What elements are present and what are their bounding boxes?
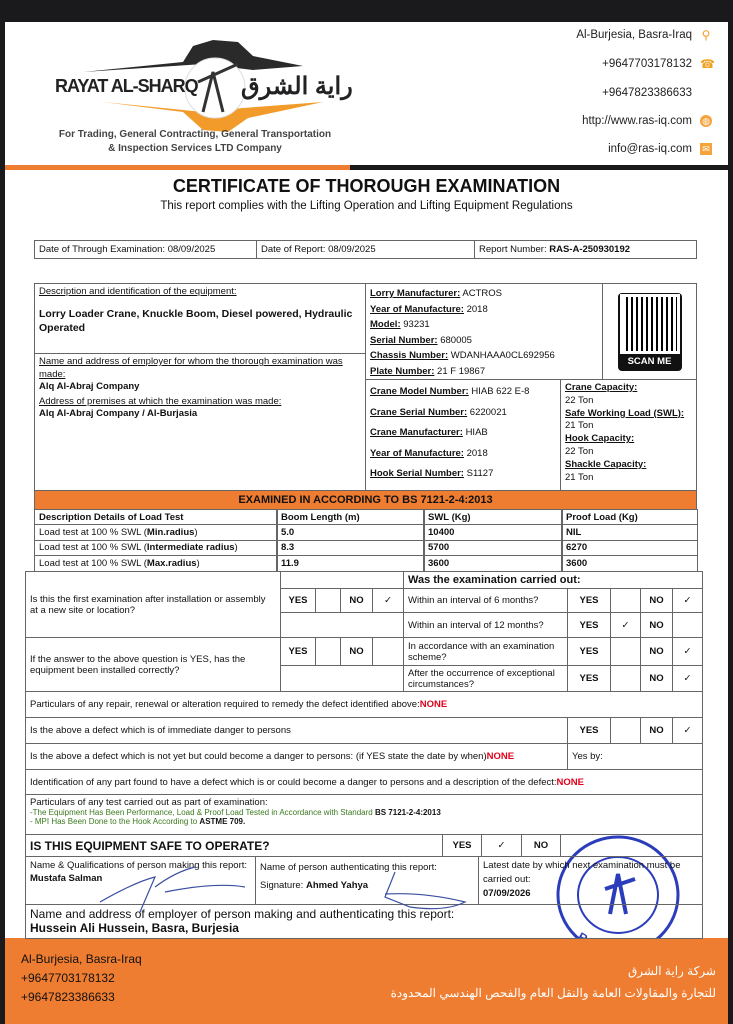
- contact-text: +9647823386633: [602, 87, 692, 100]
- text: If the answer to the above question is YES, has the equipment been installed correctly?: [30, 653, 246, 676]
- footer-arabic-name: شركة راية الشرق: [627, 964, 716, 978]
- text: Mustafa Salman: [30, 873, 103, 884]
- load-test-description: [34, 540, 278, 557]
- report-date: [256, 240, 475, 259]
- yes-label: YES: [579, 673, 599, 684]
- label: Crane Capacity:: [565, 382, 638, 393]
- text: ): [196, 557, 200, 569]
- interval12-question: [403, 612, 568, 638]
- value: 21 F 19867: [437, 365, 486, 377]
- label: Hook Serial Number:: [370, 468, 464, 479]
- capacity-details: [560, 379, 697, 491]
- crane-field: [370, 382, 556, 403]
- test-particulars: [25, 794, 703, 835]
- lorry-field: [370, 333, 598, 349]
- exam-date: [34, 240, 257, 259]
- value: 93231: [403, 319, 430, 330]
- check-mark: ✓: [683, 595, 692, 606]
- defect-identification-row: [25, 769, 703, 795]
- interval6-no: [640, 588, 673, 613]
- yes-label: YES: [452, 840, 472, 851]
- exceptional-question: [403, 665, 568, 692]
- immediate-no-box: [672, 717, 703, 744]
- page-title: CERTIFICATE OF THOROUGH EXAMINATION: [172, 176, 561, 196]
- location-pin-icon: ⚲: [701, 28, 711, 42]
- footer-arabic-desc: للتجارة والمقاولات العامة والنقل العام والفحص الهندسي المحدودة: [390, 986, 716, 1000]
- heading: Was the examination carried out:: [408, 574, 581, 586]
- value: 2018: [466, 447, 488, 459]
- crane-field: [370, 423, 556, 444]
- text: Ahmed Yahya: [305, 880, 369, 891]
- crane-field: [370, 444, 556, 465]
- text: 10400: [428, 526, 455, 538]
- load-test-boom: [276, 540, 425, 557]
- page-subtitle: This report complies with the Lifting Operation and Lifting Equipment Regulations: [160, 200, 573, 212]
- load-test-swl: [423, 524, 563, 541]
- header: Description Details of Load Test: [39, 511, 184, 523]
- interval6-no-box: [672, 588, 703, 613]
- label: Crane Manufacturer:: [370, 427, 463, 438]
- label: Hook Capacity:: [565, 433, 635, 445]
- check-mark: ✓: [621, 619, 630, 631]
- footer-address: Al-Burjesia, Basra-Iraq: [21, 952, 142, 966]
- load-test-proof: [561, 540, 698, 557]
- header-divider-orange: [5, 165, 350, 170]
- installed-yes: [280, 637, 316, 666]
- no-label: NO: [649, 725, 664, 736]
- label: Year of Manufacture:: [370, 303, 464, 315]
- text: ): [234, 542, 238, 554]
- text: Particulars of any test carried out as part of examination:: [30, 797, 268, 808]
- company-logo: [53, 32, 353, 142]
- text: Within an interval of 6 months?: [408, 595, 539, 606]
- no-label: NO: [649, 595, 664, 606]
- text: Min.radius: [146, 526, 195, 538]
- label: Year of Manufacture:: [370, 447, 464, 459]
- label: Date of Through Examination:: [39, 244, 166, 255]
- value: 08/09/2025: [328, 244, 376, 255]
- text: Max.radius: [146, 557, 197, 569]
- tagline-line: & Inspection Services LTD Company: [108, 143, 282, 154]
- label: Safe Working Load (SWL):: [565, 407, 685, 419]
- text: Identification of any part found to have a defect which is or could become a danger to persons and a description of the defect:: [30, 776, 557, 788]
- value: 08/09/2025: [167, 244, 216, 255]
- text: Load test at 100 % SWL (: [39, 542, 147, 554]
- scheme-yes-box: [610, 637, 641, 666]
- qr-code-icon: [623, 297, 677, 351]
- text: NIL: [566, 526, 582, 538]
- load-test-proof: [561, 555, 698, 572]
- check-mark: ✓: [683, 673, 692, 684]
- immediate-no: [640, 717, 673, 744]
- tagline-line: For Trading, General Contracting, General Transportation: [58, 129, 332, 140]
- no-label: NO: [349, 595, 364, 606]
- first-exam-question: [25, 571, 281, 638]
- load-test-swl: [423, 555, 563, 572]
- value: HIAB 622 E-8: [471, 386, 530, 397]
- scan-me-label: SCAN ME: [627, 355, 672, 367]
- text: Latest date by which next examination must be carried out:: [483, 860, 681, 885]
- yes-label: YES: [288, 646, 308, 657]
- installed-no-box: [372, 637, 404, 666]
- no-label: NO: [649, 673, 664, 684]
- installed-yes-box: [315, 637, 341, 666]
- safe-no: [521, 834, 561, 857]
- interval6-yes: [567, 588, 611, 613]
- capacity-field: [565, 433, 692, 459]
- scheme-no: [640, 637, 673, 666]
- value: Alq Al-Abraj Company: [39, 381, 140, 392]
- text: 5.0: [281, 526, 295, 538]
- yes-label: YES: [288, 595, 308, 606]
- lorry-field: [370, 286, 598, 302]
- first-exam-yes-box: [315, 588, 341, 613]
- label: Serial Number:: [370, 334, 438, 346]
- footer-contacts: [21, 950, 142, 1007]
- value: HIAB: [465, 427, 488, 438]
- exceptional-no-box: [672, 665, 703, 692]
- label: Chassis Number:: [370, 350, 449, 361]
- equipment-description: [34, 283, 366, 354]
- header: Proof Load (Kg): [566, 511, 638, 523]
- crane-field: [370, 403, 556, 424]
- interval6-yes-box: [610, 588, 641, 613]
- no-label: NO: [649, 619, 664, 631]
- yes-label: YES: [579, 725, 599, 736]
- text: - MPI Has Been Done to the Hook According to: [30, 817, 200, 826]
- load-test-boom: [276, 524, 425, 541]
- text: Signature:: [260, 880, 304, 891]
- load-test-description: [34, 524, 278, 541]
- exceptional-no: [640, 665, 673, 692]
- immediate-danger-question: [25, 717, 568, 744]
- text: BS 7121-2-4:2013: [374, 808, 441, 817]
- text: 3600: [428, 557, 450, 569]
- header-divider-dark: [350, 165, 728, 170]
- text: Is the above a defect which is not yet but could become a danger to persons: (if YES state the date by when): [30, 751, 487, 762]
- no-label: NO: [533, 840, 549, 851]
- first-exam-yes: [280, 588, 316, 613]
- handwritten-signatures: [95, 852, 515, 922]
- check-mark: ✓: [384, 595, 392, 606]
- exceptional-yes: [567, 665, 611, 692]
- text: Is this the first examination after installation or assembly at a new site or location?: [30, 593, 266, 616]
- interval12-no: [640, 612, 673, 638]
- footer-arabic: [391, 960, 716, 1004]
- value: ACTROS: [462, 288, 502, 299]
- text: In accordance with an examination scheme?: [408, 640, 555, 663]
- value: 6220021: [469, 406, 507, 418]
- text: ASTME 709.: [199, 817, 246, 826]
- report-number: [474, 240, 697, 259]
- interval12-yes-box: [610, 612, 641, 638]
- capacity-field: [565, 459, 692, 485]
- text: 8.3: [281, 542, 295, 554]
- logo-text-en: RAYAT AL-SHARQ: [55, 76, 198, 96]
- lorry-field: [370, 317, 598, 333]
- safe-no-box: [560, 834, 703, 857]
- value: 21 Ton: [565, 420, 594, 432]
- text: Hussein Ali Hussein, Basra, Burjesia: [30, 921, 239, 935]
- load-test-proof: [561, 524, 698, 541]
- value: 680005: [440, 334, 472, 346]
- blank: [280, 665, 404, 692]
- qr-code[interactable]: [618, 293, 682, 371]
- value: WDANHAAA0CL692956: [450, 350, 555, 361]
- lorry-field: [370, 364, 598, 380]
- text: -The Equipment Has Been Performance, Load & Proof Load Tested in Accordance with Standard: [30, 808, 375, 817]
- text: Load test at 100 % SWL (: [39, 526, 147, 538]
- contact-text: Al-Burjesia, Basra-Iraq: [576, 29, 692, 42]
- yes-by-field: [567, 743, 703, 770]
- text: NONE: [556, 776, 584, 788]
- contact-text: +9647703178132: [602, 58, 692, 71]
- label: Date of Report:: [261, 244, 326, 255]
- value: 21 Ton: [565, 471, 594, 483]
- contact-phone-1: [602, 57, 715, 71]
- crane-details: [365, 379, 561, 491]
- contact-website[interactable]: [582, 115, 712, 127]
- text: Is the above a defect which is of immediate danger to persons: [30, 725, 291, 736]
- lorry-details: [365, 283, 603, 380]
- yes-label: YES: [579, 646, 599, 657]
- lorry-field: [370, 302, 598, 318]
- text: IS THIS EQUIPMENT SAFE TO OPERATE?: [30, 838, 270, 853]
- interval12-no-box: [672, 612, 703, 638]
- yes-label: YES: [579, 619, 599, 631]
- scheme-yes: [567, 637, 611, 666]
- text: Name and address of employer of person making and authenticating this report:: [30, 907, 455, 921]
- label: Shackle Capacity:: [565, 458, 647, 470]
- no-label: NO: [649, 646, 664, 657]
- load-test-header: [423, 509, 563, 525]
- text: Name of person authenticating this report:: [260, 862, 437, 873]
- load-test-header: [34, 509, 278, 525]
- blank: [280, 612, 404, 638]
- text: 3600: [566, 557, 588, 569]
- exceptional-yes-box: [610, 665, 641, 692]
- carried-out-heading: [403, 571, 703, 589]
- text: Load test at 100 % SWL (: [39, 557, 147, 569]
- crane-field: [370, 464, 556, 485]
- repair-row: [25, 691, 703, 718]
- text: 5700: [428, 542, 450, 554]
- load-test-swl: [423, 540, 563, 557]
- text: Particulars of any repair, renewal or alteration required to remedy the defect identified above:: [30, 699, 420, 710]
- first-exam-no: [340, 588, 373, 613]
- text: NONE: [486, 751, 515, 762]
- text: 11.9: [281, 557, 299, 569]
- no-label: NO: [349, 646, 364, 657]
- yes-label: YES: [579, 595, 599, 606]
- value: Alq Al-Abraj Company / Al-Burjasia: [39, 408, 198, 419]
- value: Lorry Loader Crane, Knuckle Boom, Diesel powered, Hydraulic Operated: [39, 308, 353, 334]
- installed-no: [340, 637, 373, 666]
- envelope-icon: ✉: [700, 143, 712, 155]
- text: After the occurrence of exceptional circumstances?: [408, 667, 555, 690]
- installed-question: [25, 637, 281, 692]
- immediate-yes-box: [610, 717, 641, 744]
- blank: [280, 571, 404, 589]
- load-test-header: [276, 509, 425, 525]
- future-danger-question: [25, 743, 568, 770]
- first-exam-no-box: [372, 588, 404, 613]
- footer-phone-2: +9647823386633: [21, 990, 115, 1004]
- spacer-icon: [700, 87, 712, 99]
- header: Boom Length (m): [281, 511, 360, 523]
- value: 22 Ton: [565, 445, 594, 457]
- text: Intermediate radius: [146, 542, 235, 554]
- label: Report Number:: [479, 244, 547, 255]
- load-test-boom: [276, 555, 425, 572]
- immediate-yes: [567, 717, 611, 744]
- contact-address: [576, 29, 712, 41]
- value: S1127: [466, 468, 494, 479]
- contact-text[interactable]: info@ras-iq.com: [608, 143, 692, 156]
- company-tagline: [35, 128, 355, 156]
- label: Model:: [370, 319, 401, 330]
- label: Address of premises at which the examination was made:: [39, 395, 282, 407]
- logo-text-ar: راية الشرق: [241, 73, 353, 100]
- contact-email[interactable]: [608, 143, 712, 155]
- certificate-page: [5, 22, 728, 1024]
- interval12-yes: [567, 612, 611, 638]
- check-mark: ✓: [683, 646, 692, 657]
- text: ): [194, 526, 198, 538]
- label: Name and address of employer for whom the thorough examination was made:: [39, 356, 343, 380]
- phone-icon: ☎: [700, 57, 715, 71]
- employer-details: [34, 353, 366, 491]
- value: RAS-A-250930192: [549, 244, 631, 255]
- load-test-description: [34, 555, 278, 572]
- text: Within an interval of 12 months?: [408, 619, 544, 631]
- text: NONE: [419, 699, 448, 710]
- value: 22 Ton: [565, 394, 594, 406]
- check-mark: ✓: [683, 725, 692, 736]
- lorry-field: [370, 348, 598, 364]
- label: Crane Serial Number:: [370, 406, 468, 418]
- label: Description and identification of the equipment:: [39, 286, 237, 297]
- contact-text[interactable]: http://www.ras-iq.com: [582, 115, 692, 128]
- footer-phone-1: +9647703178132: [21, 971, 115, 985]
- text: Yes by:: [572, 751, 603, 762]
- footer: [5, 938, 728, 1024]
- standard-banner: EXAMINED IN ACCORDING TO BS 7121-2-4:2013: [34, 490, 697, 510]
- contact-phone-2: [602, 87, 712, 99]
- capacity-field: [565, 382, 692, 408]
- label: Plate Number:: [370, 365, 435, 377]
- text: Name & Qualifications of person making this report:: [30, 860, 248, 871]
- capacity-field: [565, 408, 692, 434]
- text: 6270: [566, 542, 588, 554]
- load-test-header: [561, 509, 698, 525]
- scheme-no-box: [672, 637, 703, 666]
- header: SWL (Kg): [428, 511, 471, 523]
- scheme-question: [403, 637, 568, 666]
- label: Crane Model Number:: [370, 386, 469, 397]
- globe-icon: ◍: [700, 115, 712, 127]
- check-mark: ✓: [497, 840, 506, 851]
- value: 2018: [466, 303, 488, 315]
- label: Lorry Manufacturer:: [370, 288, 461, 299]
- interval6-question: [403, 588, 568, 613]
- text: 07/09/2026: [483, 888, 531, 899]
- qr-code-box[interactable]: [602, 283, 697, 380]
